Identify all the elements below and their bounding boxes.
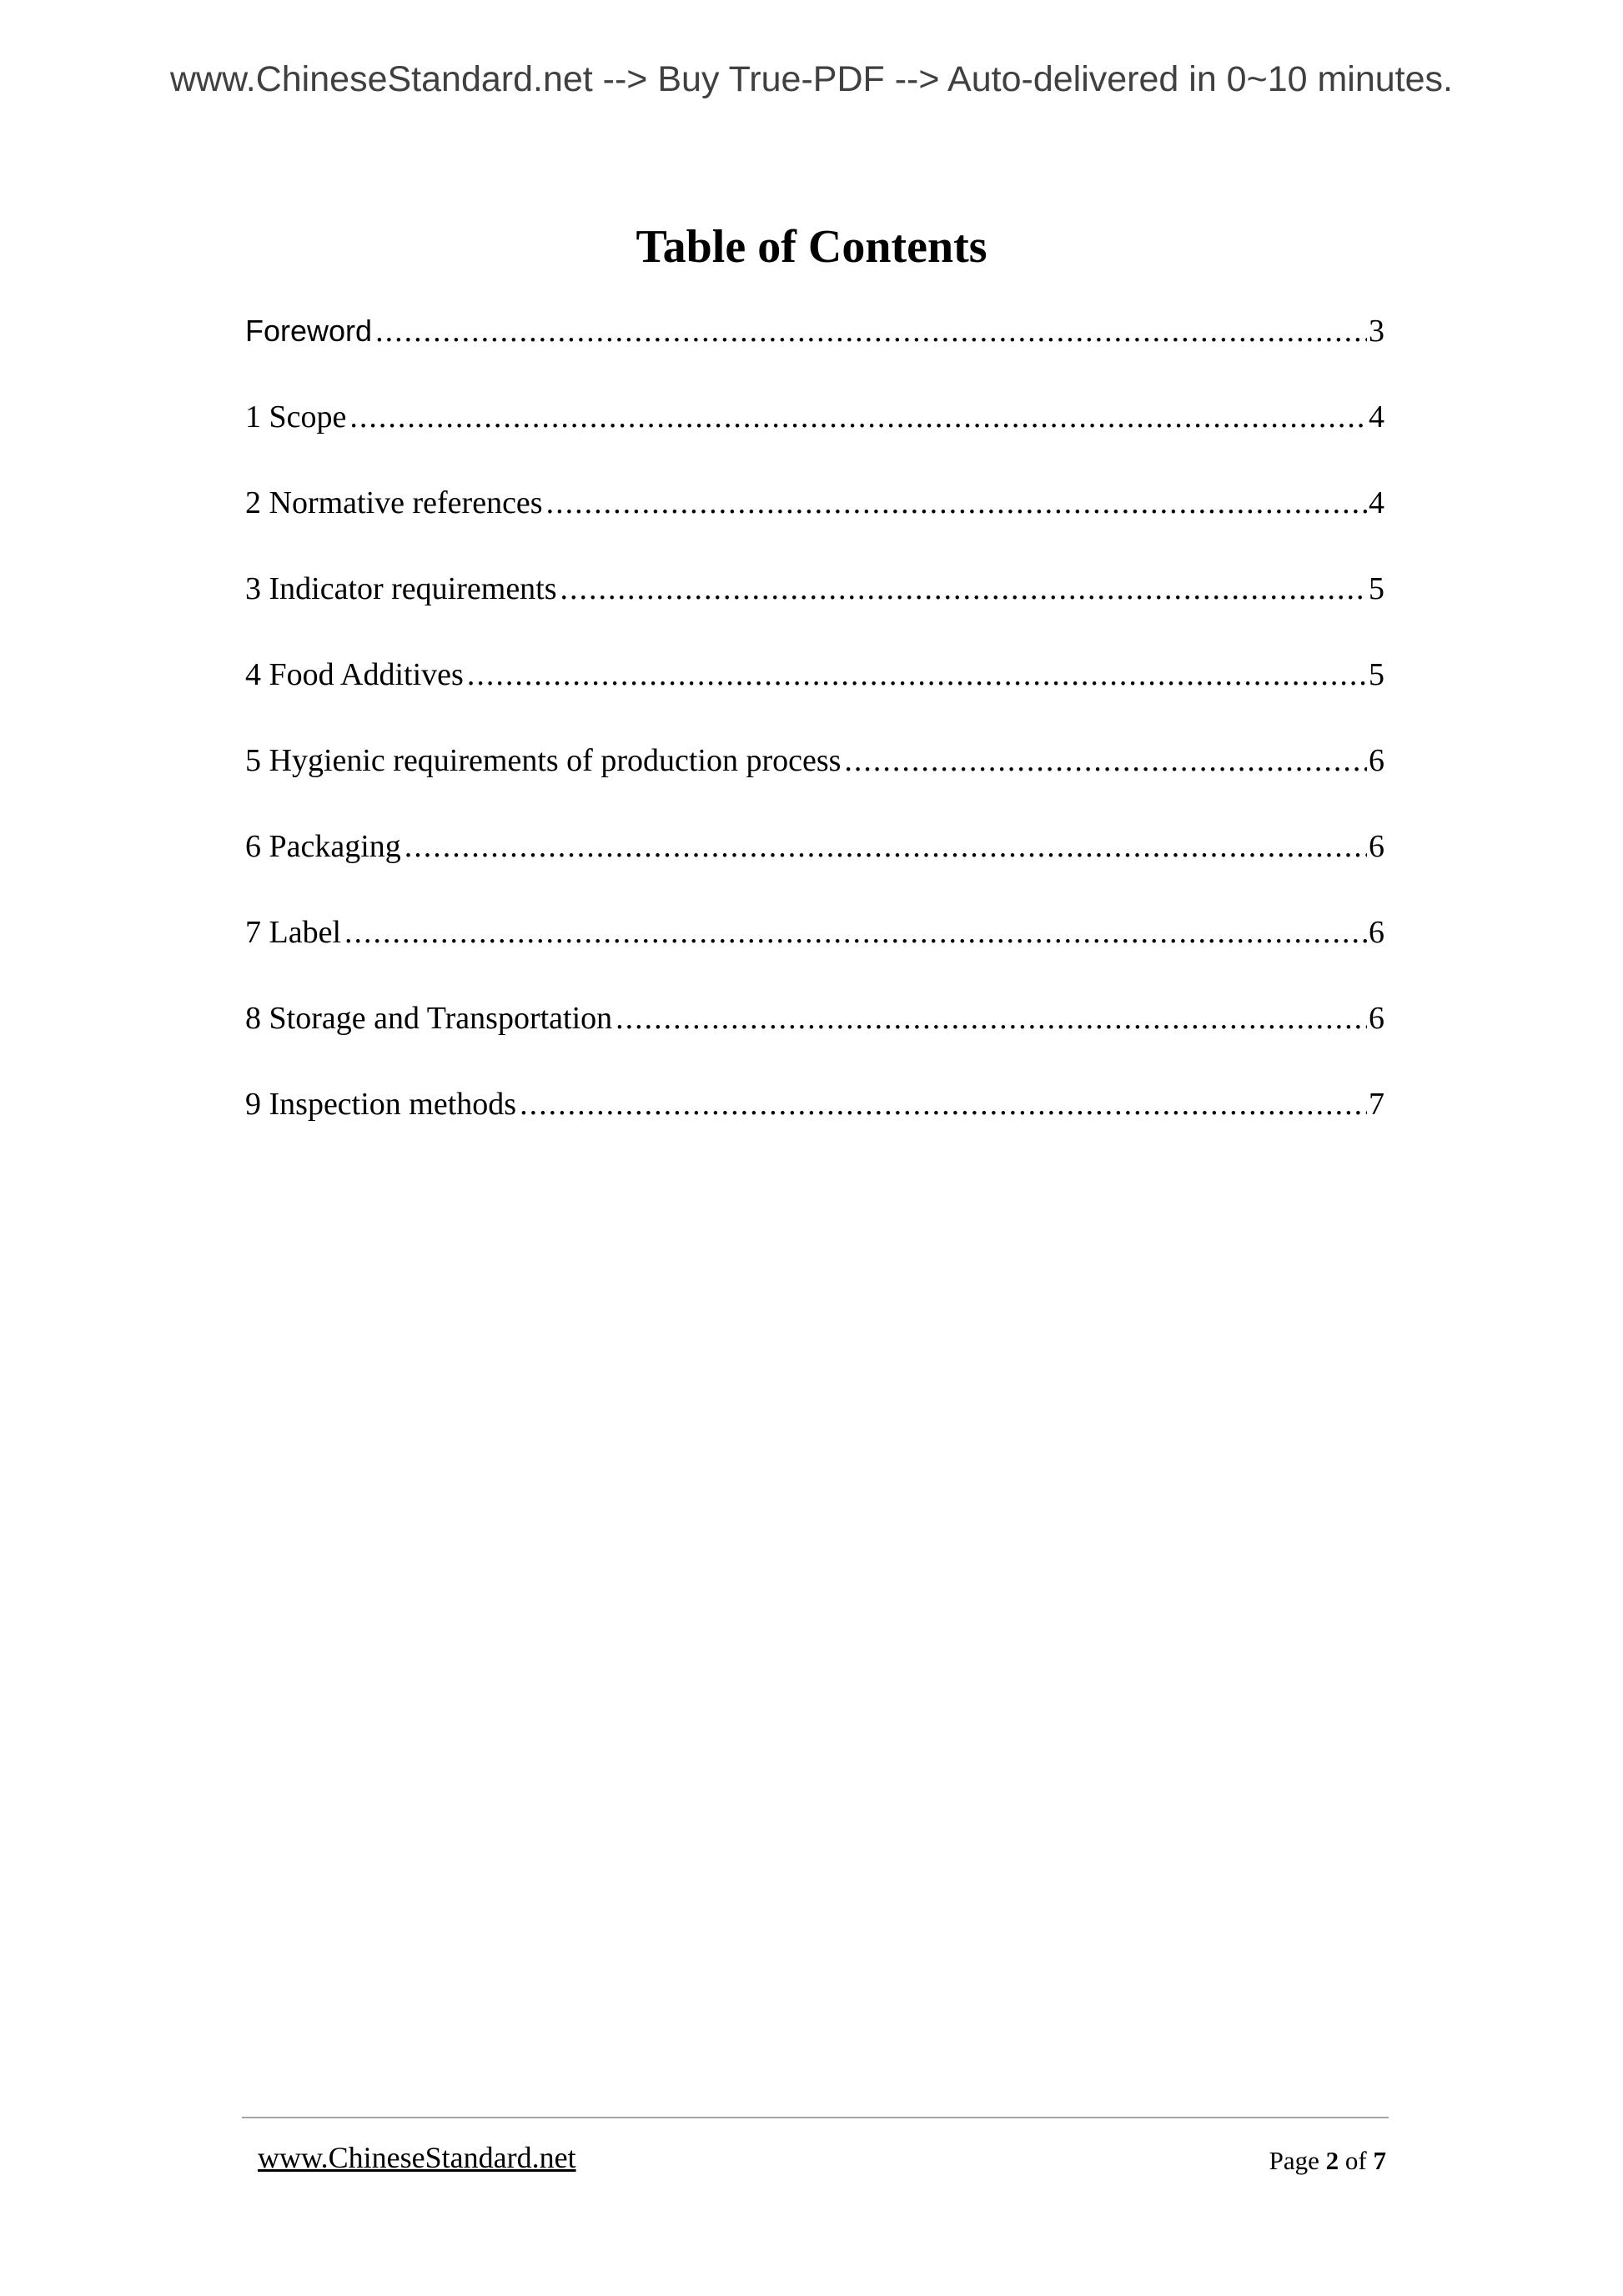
toc-title: Table of Contents [636,221,987,273]
toc-dot-leader [520,1083,1367,1125]
toc-entry-page: 6 [1369,829,1384,864]
toc-dot-leader [404,826,1367,867]
toc-entry-page: 4 [1369,485,1384,520]
toc-dot-leader [375,310,1367,352]
toc-dot-leader [467,654,1367,696]
of-word: of [1344,2146,1367,2175]
toc-entry-storage-transportation[interactable] [245,997,1384,1083]
toc-entry-page: 7 [1369,1087,1384,1122]
toc-entry-label: 9 Inspection methods [245,1087,517,1122]
top-banner: www.ChineseStandard.net --> Buy True-PDF --> Auto-delivered in 0~10 minutes. [169,59,1453,99]
toc-entry-label: 8 Storage and Transportation [245,1001,613,1036]
page-indicator [1269,2147,1386,2175]
toc-entry-page: 5 [1369,657,1384,692]
toc-entry-label: 4 Food Additives [245,657,464,692]
toc-entry-label: Foreword [245,314,373,348]
toc-entry-label: 2 Normative references [245,485,543,520]
toc-entry-label: 1 Scope [245,399,347,435]
toc-entry-inspection-methods[interactable] [245,1083,1384,1169]
toc-entry-label: 6 Packaging [245,829,401,864]
total-page-count: 7 [1373,2146,1386,2175]
toc-entry-page: 6 [1369,915,1384,950]
toc-entry-label: 3 Indicator requirements [245,571,557,606]
footer-website-link[interactable]: www.ChineseStandard.net [258,2141,576,2174]
toc-dot-leader [349,396,1367,438]
toc-entry-label: 5 Hygienic requirements of production process [245,743,842,778]
toc-list [245,310,1384,1169]
toc-dot-leader [616,997,1367,1039]
toc-entry-packaging[interactable] [245,826,1384,912]
toc-dot-leader [844,740,1367,781]
toc-entry-page: 6 [1369,1001,1384,1036]
toc-entry-normative-references[interactable] [245,482,1384,568]
toc-dot-leader [546,482,1367,524]
toc-entry-page: 5 [1369,571,1384,606]
toc-entry-food-additives[interactable] [245,654,1384,740]
toc-entry-hygienic-requirements[interactable] [245,740,1384,826]
toc-entry-label: 7 Label [245,915,342,950]
toc-entry-page: 3 [1369,314,1384,349]
toc-entry-page: 4 [1369,399,1384,435]
toc-entry-label-section[interactable] [245,912,1384,997]
page-word: Page [1269,2146,1319,2175]
toc-entry-indicator-requirements[interactable] [245,568,1384,654]
toc-dot-leader [560,568,1367,610]
footer-divider [242,2117,1389,2118]
toc-entry-foreword[interactable] [245,310,1384,396]
current-page-number: 2 [1325,2146,1339,2175]
toc-entry-scope[interactable] [245,396,1384,482]
toc-entry-page: 6 [1369,743,1384,778]
toc-dot-leader [344,912,1367,953]
